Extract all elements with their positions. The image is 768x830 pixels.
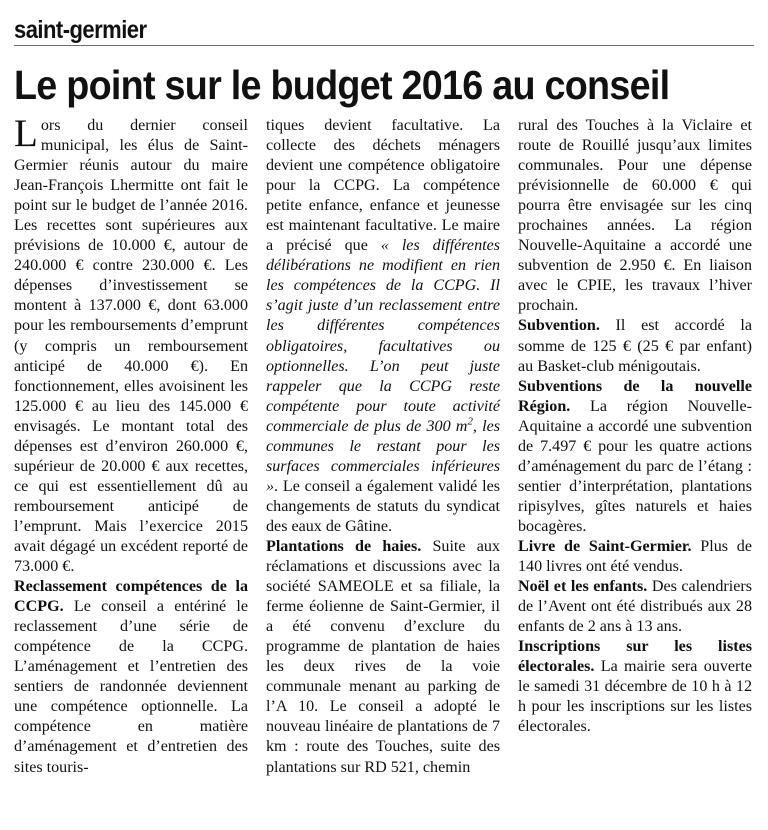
paragraph-inscriptions [518, 637, 752, 737]
paragraph-plantations [266, 537, 500, 778]
paragraph-lead-in: Livre de Saint-Germier. [518, 537, 692, 555]
paragraph-lead-in: Plantations de haies. [266, 537, 422, 555]
paragraph-subventions-region [518, 377, 752, 537]
paragraph-lead-in: Noël et les enfants. [518, 578, 648, 596]
paragraph-body: Suite aux réclamations et discussions avec la société SAMEOLE et sa filiale, la ferme éolienne de Saint-Germier, il a été convenu d’exclure du programme de plantation de haies les deux rives de la voie communale menant au parking de l’A 10. Le conseil a adopté le nouveau linéaire de plantations de 7 km : route des Touches, suite des plantations sur RD 521, chemin [266, 537, 500, 776]
paragraph-body: Des calendriers de l’Avent ont été distribués aux 28 enfants de 2 ans à 13 ans. [518, 578, 752, 636]
article-column-1 [14, 112, 248, 778]
mayor-quote-part2: , les communes le restant pour les surfaces commerciales inférieures » [266, 417, 500, 495]
mayor-quote-superscript: 2 [467, 415, 473, 428]
page-title: Le point sur le budget 2016 au conseil [14, 62, 670, 108]
paragraph-ccpg-continued [266, 116, 500, 537]
paragraph-lead-in: Reclassement compétences de la CCPG. [14, 578, 248, 616]
paragraph-body: Il est accordé la somme de 125 € (25 € par enfant) au Basket-club ménigoutais. [518, 317, 752, 375]
paragraph-lead-in: Inscriptions sur les listes électorales. [518, 638, 752, 676]
mayor-quote-part1: « les différentes délibérations ne modifient en rien les compétences de la CCPG. Il s’agit juste d’un reclassement entre les différentes compétences obligatoires, facultatives ou optionnelles. L’on peut juste rappeler que la CCPG reste compétente pour toute activité commerciale de plus de 300 m [266, 237, 500, 435]
paragraph-livre [518, 537, 752, 577]
paragraph-subvention [518, 316, 752, 376]
paragraph-lead-in: Subvention. [518, 317, 600, 335]
article-column-2 [266, 116, 500, 778]
article-columns [14, 112, 754, 778]
paragraph-reclassement [14, 577, 248, 777]
paragraph-body: La mairie sera ouverte le samedi 31 décembre de 10 h à 12 h pour les inscriptions sur les listes électorales. [518, 658, 752, 736]
article-column-3 [518, 116, 752, 737]
paragraph-body: La région Nouvelle-Aquitaine a accordé une subvention de 7.497 € pour les quatre actions d’aménagement du parc de l’étang : sentier d’interprétation, plantations ripisylves, gîtes naturels et haies bocagères. [518, 397, 752, 535]
paragraph-body: Plus de 140 livres ont été vendus. [518, 537, 752, 576]
paragraph-intro: Lors du dernier conseil municipal, les élus de Saint-Germier réunis autour du maire Jean-François Lhermitte ont fait le point sur le budget de l’année 2016. Les recettes sont supérieures aux prévisions de 10.000 €, autour de 240.000 € contre 230.000 €. Les dépenses d’investissement se montent à 137.000 €, dont 63.000 pour les remboursements d’emprunt (y compris un remboursement anticipé de 40.000 €). En fonctionnement, elles avoisinent les 125.000 € au lieu des 145.000 € envisagés. Le montant total des dépenses est d’environ 260.000 €, supérieur de 20.000 € aux recettes, ce qui est essentiellement dû au remboursement anticipé de l’emprunt. Mais l’exercice 2015 avait dégagé un excédent reporté de 73.000 €. [14, 112, 248, 576]
paragraph-body-after-quote: . Le conseil a également validé les changements de statuts du syndicat des eaux de Gâtine. [266, 477, 500, 535]
paragraph-noel [518, 577, 752, 637]
section-kicker-container [14, 0, 754, 46]
section-kicker: saint-germier [14, 16, 147, 44]
paragraph-body: Le conseil a entériné le reclassement d’une série de compétence de la CCPG. L’aménagement et l’entretien des sentiers de randonnée deviennent une compétence optionnelle. La compétence en matière d’aménagement et d’entretien des sites touris- [14, 598, 248, 776]
paragraph-plantations-continued: rural des Touches à la Viclaire et route de Rouillé jusqu’aux limites communales. Pour une dépense prévisionnelle de 60.000 € qui pourra être envisagée sur les cinq prochaines années. La région Nouvelle-Aquitaine a accordé une subvention de 2.950 €. En liaison avec le CPIE, les travaux l’hiver prochain. [518, 117, 752, 315]
paragraph-body-before-quote: tiques devient facultative. La collecte des déchets ménagers devient une compétence obligatoire pour la CCPG. La compétence petite enfance, enfance et jeunesse est maintenant facultative. Le maire a précisé que [266, 117, 500, 255]
paragraph-lead-in: Subventions de la nouvelle Région. [518, 377, 752, 415]
